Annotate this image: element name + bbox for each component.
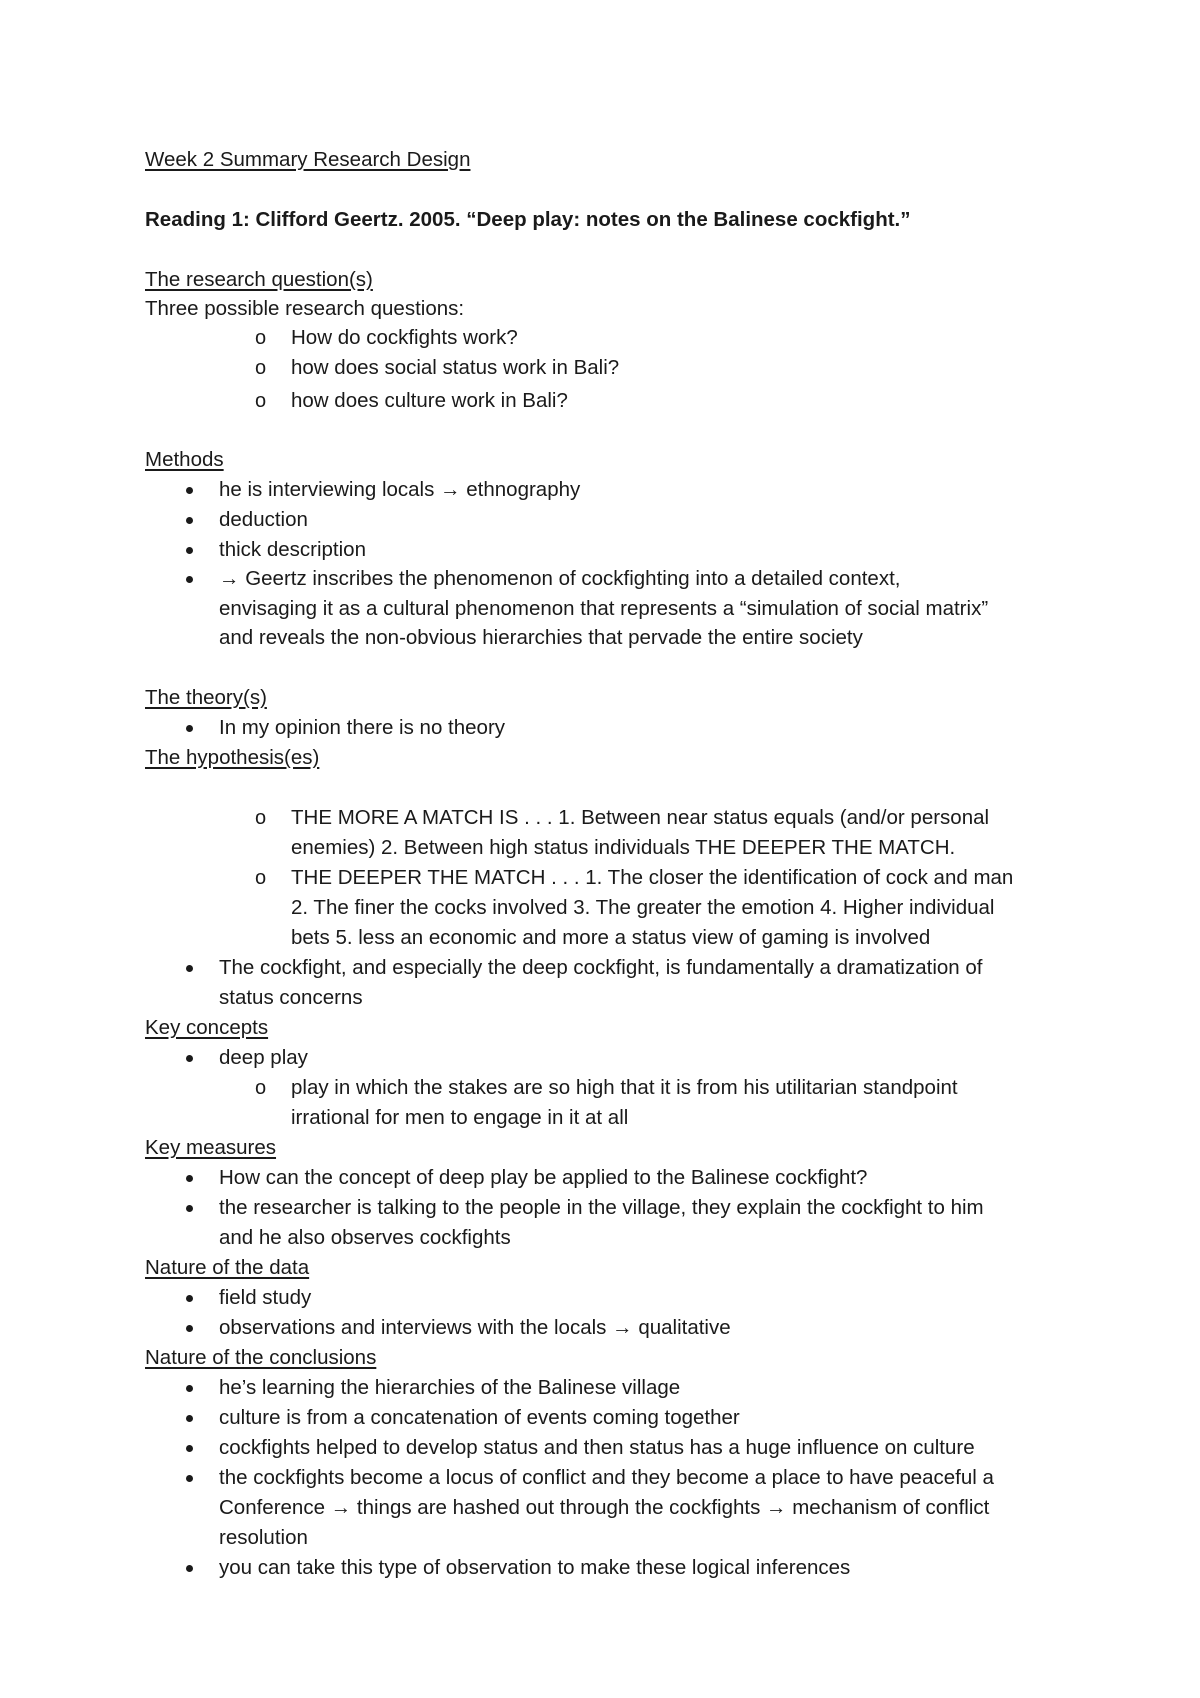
bullet-icon [186, 1385, 193, 1392]
bullet-icon [186, 517, 193, 524]
right-arrow-icon: → [612, 1316, 633, 1339]
list-item: thick description [219, 538, 366, 561]
bullet-icon [186, 1565, 193, 1572]
list-item-continuation: 2. The finer the cocks involved 3. The greater the emotion 4. Higher individual [291, 896, 995, 919]
list-item-continuation: enemies) 2. Between high status individuals THE DEEPER THE MATCH. [291, 836, 956, 859]
document-title: Week 2 Summary Research Design [145, 148, 471, 171]
list-item-continuation [219, 1498, 989, 1519]
list-item: he’s learning the hierarchies of the Balinese village [219, 1376, 681, 1399]
list-item-continuation: status concerns [219, 986, 363, 1009]
list-item [219, 480, 580, 501]
list-item-text: he is interviewing locals [219, 478, 435, 501]
list-item-text: mechanism of conflict [792, 1496, 990, 1519]
bullet-icon [186, 1475, 193, 1482]
list-item: field study [219, 1286, 312, 1309]
list-item: the researcher is talking to the people in the village, they explain the cockfight to him [219, 1196, 984, 1219]
section-heading-hypothesis: The hypothesis(es) [145, 746, 320, 769]
bullet-icon [186, 1055, 193, 1062]
list-item-continuation: resolution [219, 1526, 308, 1549]
circle-bullet-icon: o [255, 390, 267, 412]
list-item: deduction [219, 508, 308, 531]
section-heading-nature-data: Nature of the data [145, 1256, 310, 1279]
list-item-continuation: and he also observes cockfights [219, 1226, 511, 1249]
circle-bullet-icon: o [255, 1077, 267, 1099]
list-item: THE DEEPER THE MATCH . . . 1. The closer the identification of cock and man [291, 866, 1014, 889]
bullet-icon [186, 576, 193, 583]
right-arrow-icon: → [219, 567, 240, 590]
list-item-text: observations and interviews with the locals [219, 1316, 607, 1339]
list-item-continuation: envisaging it as a cultural phenomenon that represents a “simulation of social matrix” [219, 597, 989, 620]
bullet-icon [186, 1295, 193, 1302]
section-heading-theory: The theory(s) [145, 686, 267, 709]
list-item [219, 1318, 731, 1339]
bullet-icon [186, 1445, 193, 1452]
circle-bullet-icon: o [255, 357, 267, 379]
list-item: The cockfight, and especially the deep cockfight, is fundamentally a dramatization of [219, 956, 983, 979]
right-arrow-icon: → [440, 478, 461, 501]
bullet-icon [186, 487, 193, 494]
circle-bullet-icon: o [255, 807, 267, 829]
list-item: the cockfights become a locus of conflict and they become a place to have peaceful a [219, 1466, 994, 1489]
list-item-text: things are hashed out through the cockfights [356, 1496, 761, 1519]
list-item-continuation: bets 5. less an economic and more a status view of gaming is involved [291, 926, 931, 949]
list-item: cockfights helped to develop status and then status has a huge influence on culture [219, 1436, 975, 1459]
right-arrow-icon: → [330, 1496, 352, 1519]
list-item: how does culture work in Bali? [291, 389, 568, 412]
circle-bullet-icon: o [255, 327, 267, 349]
list-item: how does social status work in Bali? [291, 356, 620, 379]
list-item: deep play [219, 1046, 308, 1069]
list-item-text: Geertz inscribes the phenomenon of cockfighting into a detailed context, [245, 567, 901, 590]
section-heading-methods: Methods [145, 448, 224, 471]
list-item-continuation: irrational for men to engage in it at all [291, 1106, 629, 1129]
list-item: How do cockfights work? [291, 326, 518, 349]
list-item: you can take this type of observation to make these logical inferences [219, 1556, 851, 1579]
bullet-icon [186, 1175, 193, 1182]
list-item: In my opinion there is no theory [219, 716, 506, 739]
list-item [219, 569, 900, 590]
list-item-text: qualitative [638, 1316, 731, 1339]
section-heading-key-concepts: Key concepts [145, 1016, 269, 1039]
list-item-continuation: and reveals the non-obvious hierarchies that pervade the entire society [219, 626, 863, 649]
list-item: How can the concept of deep play be applied to the Balinese cockfight? [219, 1166, 868, 1189]
bullet-icon [186, 1415, 193, 1422]
research-question-intro: Three possible research questions: [145, 297, 465, 320]
bullet-icon [186, 725, 193, 732]
circle-bullet-icon: o [255, 867, 267, 889]
list-item: play in which the stakes are so high that it is from his utilitarian standpoint [291, 1076, 958, 1099]
section-heading-research-question: The research question(s) [145, 268, 373, 291]
section-heading-nature-conclusions: Nature of the conclusions [145, 1346, 377, 1369]
list-item: THE MORE A MATCH IS . . . 1. Between near status equals (and/or personal [291, 806, 990, 829]
bullet-icon [186, 1325, 193, 1332]
list-item-text: Conference [219, 1496, 325, 1519]
bullet-icon [186, 1205, 193, 1212]
reading-citation: Reading 1: Clifford Geertz. 2005. “Deep play: notes on the Balinese cockfight.” [145, 208, 911, 231]
list-item: culture is from a concatenation of events coming together [219, 1406, 740, 1429]
bullet-icon [186, 965, 193, 972]
list-item-text: ethnography [466, 478, 581, 501]
right-arrow-icon: → [766, 1496, 787, 1519]
section-heading-key-measures: Key measures [145, 1136, 277, 1159]
bullet-icon [186, 547, 193, 554]
